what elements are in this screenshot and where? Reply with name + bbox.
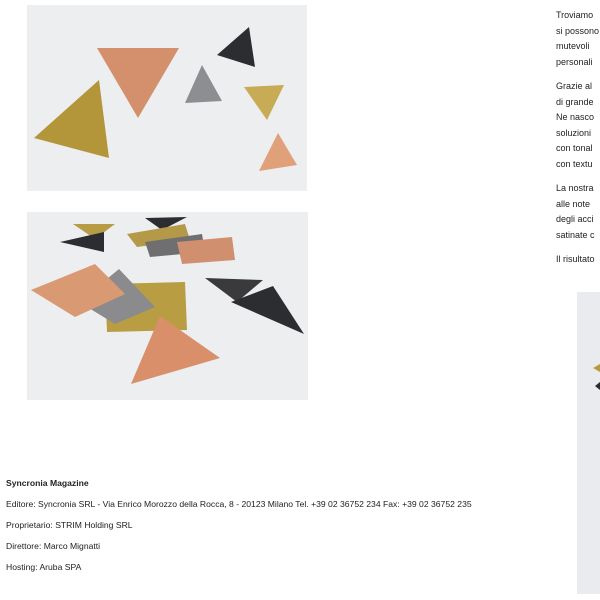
triangles-illustration (27, 5, 307, 191)
article-line: soluzioni (556, 127, 592, 138)
footer-director: Direttore: Marco Mignatti (6, 541, 101, 551)
article-paragraph-1 (556, 8, 600, 70)
article-line: con textu (556, 158, 593, 169)
article-paragraph-4 (556, 252, 600, 268)
article-line: satinate c (556, 229, 595, 240)
footer-owner: Proprietario: STRIM Holding SRL (6, 520, 133, 530)
article-line: di grande (556, 96, 594, 107)
article-line: personali (556, 56, 593, 67)
article-line: Il risultato (556, 254, 595, 264)
article-text (556, 8, 600, 277)
product-photo-triangles (27, 5, 307, 191)
footer-editor: Editore: Syncronia SRL - Via Enrico Morozzo della Rocca, 8 - 20123 Milano Tel. +39 02 36752 234 Fax: +39 02 36752 235 (6, 499, 472, 509)
footer-hosting: Hosting: Aruba SPA (6, 562, 82, 572)
site-footer (6, 477, 486, 582)
article-line: Grazie al (556, 81, 593, 91)
article-line: La nostra (556, 183, 594, 193)
partial-illustration (577, 292, 600, 594)
article-line: con tonal (556, 143, 593, 153)
article-line: mutevoli (556, 41, 590, 51)
tiles-illustration (27, 212, 308, 400)
article-line: si possono (556, 25, 600, 36)
article-paragraph-2 (556, 79, 600, 172)
article-line: Ne nasco (556, 112, 595, 122)
footer-magazine-name: Syncronia Magazine (6, 478, 89, 488)
article-line: degli acci (556, 214, 594, 224)
product-photo-tiles (27, 212, 308, 400)
article-line: Troviamo (556, 10, 594, 20)
product-photo-partial (577, 292, 600, 594)
article-paragraph-3 (556, 181, 600, 243)
article-line: alle note (556, 198, 591, 209)
